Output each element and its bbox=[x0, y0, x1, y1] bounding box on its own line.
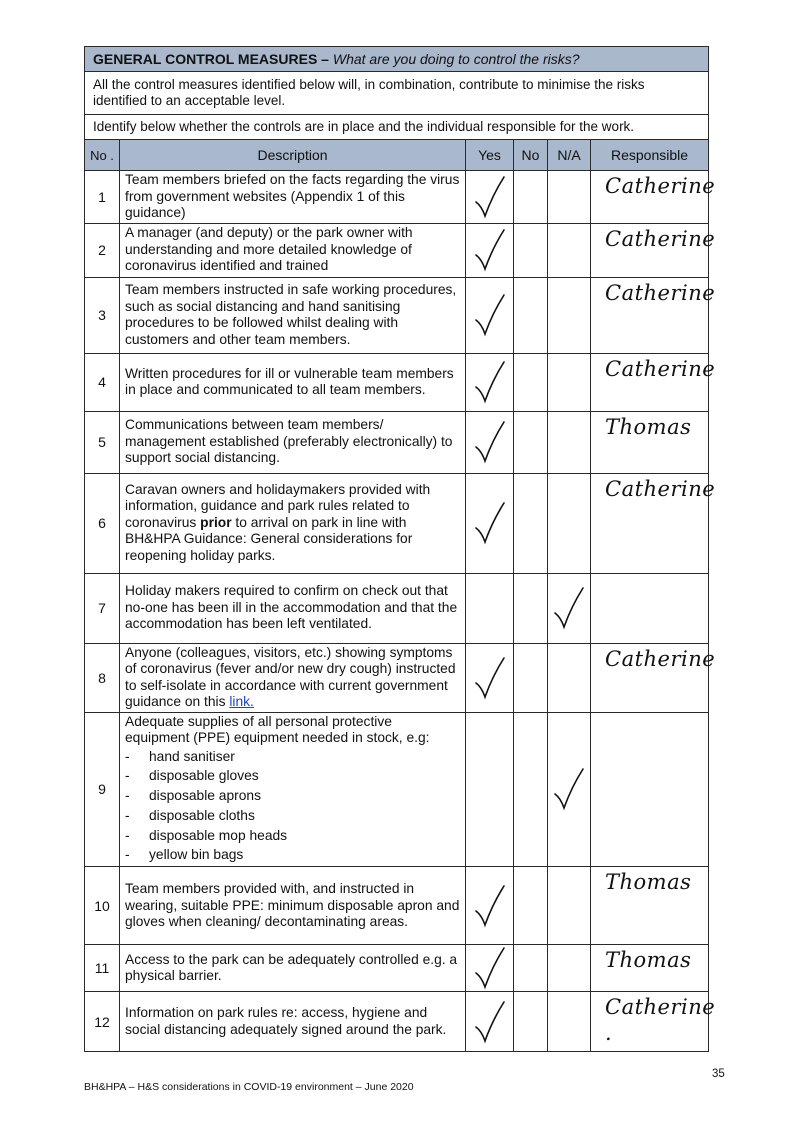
responsible-signature: Catherine bbox=[591, 643, 709, 712]
description-text: Written procedures for ill or vulnerable team members in place and communicated to all team members. bbox=[125, 365, 454, 397]
row-number: 12 bbox=[85, 992, 120, 1052]
col-na: N/A bbox=[548, 140, 591, 171]
row-number: 3 bbox=[85, 277, 120, 353]
no-cell bbox=[514, 867, 548, 945]
col-responsible: Responsible bbox=[591, 140, 709, 171]
list-item: - hand sanitiser bbox=[125, 748, 235, 764]
control-measures-page bbox=[84, 46, 716, 1052]
row-number: 6 bbox=[85, 473, 120, 573]
responsible-signature: Catherine bbox=[591, 223, 709, 277]
na-cell bbox=[548, 945, 591, 992]
na-cell bbox=[548, 867, 591, 945]
yes-cell bbox=[466, 643, 514, 712]
checkmark-icon bbox=[473, 945, 507, 991]
description-text: Anyone (colleagues, visitors, etc.) showing symptoms of coronavirus (fever and/or new dry cough) instructed to self-isolate in accordance with current government guidance on this bbox=[125, 644, 456, 709]
yes-cell bbox=[466, 411, 514, 473]
table-row bbox=[85, 473, 709, 573]
description-bold: prior bbox=[200, 514, 232, 530]
yes-cell bbox=[466, 223, 514, 277]
table-row bbox=[85, 171, 709, 224]
table-body bbox=[85, 171, 716, 1052]
responsible-signature: Catherine bbox=[591, 171, 709, 224]
row-description bbox=[120, 277, 466, 353]
no-cell bbox=[514, 411, 548, 473]
row-number: 10 bbox=[85, 867, 120, 945]
yes-cell bbox=[466, 945, 514, 992]
row-description bbox=[120, 171, 466, 224]
col-yes: Yes bbox=[466, 140, 514, 171]
instruction-text: Identify below whether the controls are in place and the individual responsible for the work. bbox=[85, 115, 709, 140]
responsible-signature: Thomas bbox=[591, 411, 709, 473]
row-description bbox=[120, 353, 466, 411]
no-cell bbox=[514, 712, 548, 867]
no-cell bbox=[514, 353, 548, 411]
footer-text: BH&HPA – H&S considerations in COVID-19 environment – June 2020 bbox=[84, 1081, 414, 1093]
no-cell bbox=[514, 171, 548, 224]
na-cell bbox=[548, 277, 591, 353]
row-number: 11 bbox=[85, 945, 120, 992]
description-text: Information on park rules re: access, hygiene and social distancing adequately signed around the park. bbox=[125, 1005, 447, 1037]
row-description bbox=[120, 945, 466, 992]
checkmark-icon bbox=[473, 174, 507, 220]
table-row bbox=[85, 277, 709, 353]
na-cell bbox=[548, 473, 591, 573]
na-cell bbox=[548, 171, 591, 224]
na-cell bbox=[548, 712, 591, 867]
no-cell bbox=[514, 992, 548, 1052]
checkmark-icon bbox=[473, 655, 507, 701]
responsible-signature: Catherine bbox=[591, 473, 709, 573]
page-number: 35 bbox=[712, 1068, 725, 1080]
yes-cell bbox=[466, 473, 514, 573]
row-number: 5 bbox=[85, 411, 120, 473]
checkmark-icon bbox=[473, 292, 507, 338]
row-number: 7 bbox=[85, 573, 120, 643]
description-text: Team members instructed in safe working procedures, such as social distancing and hand sanitising procedures to be followed whilst dealing with customers and other team members. bbox=[125, 282, 457, 347]
responsible-signature: Catherine bbox=[591, 353, 709, 411]
ppe-list bbox=[125, 747, 460, 866]
row-description bbox=[120, 573, 466, 643]
na-cell bbox=[548, 223, 591, 277]
yes-cell bbox=[466, 712, 514, 867]
na-cell bbox=[548, 411, 591, 473]
table-row bbox=[85, 945, 709, 992]
yes-cell bbox=[466, 992, 514, 1052]
section-header bbox=[85, 47, 709, 72]
na-cell bbox=[548, 353, 591, 411]
row-description bbox=[120, 643, 466, 712]
table-row bbox=[85, 223, 709, 277]
na-cell bbox=[548, 992, 591, 1052]
description-text: Team members briefed on the facts regarding the virus from government websites (Appendix 1 of this guidance) bbox=[125, 172, 460, 220]
responsible-signature: Catherine . bbox=[591, 992, 709, 1052]
checkmark-icon bbox=[473, 500, 507, 546]
no-cell bbox=[514, 643, 548, 712]
no-cell bbox=[514, 573, 548, 643]
description-text: A manager (and deputy) or the park owner with understanding and more detailed knowledge of coronavirus identified and trained bbox=[125, 225, 413, 274]
checkmark-icon bbox=[473, 419, 507, 465]
row-number: 2 bbox=[85, 223, 120, 277]
yes-cell bbox=[466, 573, 514, 643]
col-no-answer: No bbox=[514, 140, 548, 171]
table-row bbox=[85, 573, 709, 643]
description-text: Caravan owners and holidaymakers provided with information, guidance and park rules related to coronavirus bbox=[125, 481, 431, 530]
description-text: Holiday makers required to confirm on check out that no-one has been ill in the accommodation and that the accommodation has been left ventilated. bbox=[125, 583, 458, 632]
list-item: - disposable aprons bbox=[125, 788, 261, 804]
table-row bbox=[85, 992, 709, 1052]
description-text: Communications between team members/ management established (preferably electronically) to support social distancing. bbox=[125, 417, 453, 466]
col-description: Description bbox=[120, 140, 466, 171]
list-item: - disposable gloves bbox=[125, 768, 259, 784]
responsible-signature: Catherine bbox=[591, 277, 709, 353]
row-number: 4 bbox=[85, 353, 120, 411]
column-header-row bbox=[85, 140, 709, 171]
checkmark-icon bbox=[552, 585, 586, 631]
no-cell bbox=[514, 945, 548, 992]
table-row bbox=[85, 712, 709, 867]
responsible-signature: Thomas bbox=[591, 945, 709, 992]
row-number: 9 bbox=[85, 712, 120, 867]
no-cell bbox=[514, 223, 548, 277]
table-row bbox=[85, 643, 709, 712]
no-cell bbox=[514, 277, 548, 353]
yes-cell bbox=[466, 353, 514, 411]
checkmark-icon bbox=[552, 766, 586, 812]
checkmark-icon bbox=[473, 359, 507, 405]
responsible-signature bbox=[591, 573, 709, 643]
intro-text: All the control measures identified below will, in combination, contribute to minimise the risks identified to an acceptable level. bbox=[85, 72, 709, 115]
table-row bbox=[85, 353, 709, 411]
na-cell bbox=[548, 573, 591, 643]
row-description bbox=[120, 712, 466, 867]
table-row bbox=[85, 411, 709, 473]
section-subtitle: What are you doing to control the risks? bbox=[332, 51, 580, 67]
responsible-signature: Thomas bbox=[591, 867, 709, 945]
row-description bbox=[120, 223, 466, 277]
row-number: 1 bbox=[85, 171, 120, 224]
na-cell bbox=[548, 643, 591, 712]
responsible-signature bbox=[591, 712, 709, 867]
list-item: - disposable cloths bbox=[125, 807, 255, 823]
checkmark-icon bbox=[473, 999, 507, 1045]
checkmark-icon bbox=[473, 227, 507, 273]
section-title: GENERAL CONTROL MEASURES – bbox=[93, 51, 329, 67]
control-measures-table bbox=[84, 46, 716, 1052]
row-description bbox=[120, 992, 466, 1052]
yes-cell bbox=[466, 277, 514, 353]
row-description bbox=[120, 411, 466, 473]
description-text-post: to arrival on park in line with BH&HPA Guidance: General considerations for reopening holiday parks. bbox=[125, 514, 413, 563]
row-number: 8 bbox=[85, 643, 120, 712]
description-text: Team members provided with, and instructed in wearing, suitable PPE: minimum disposable apron and gloves when cleaning/ decontaminating areas. bbox=[125, 881, 460, 930]
yes-cell bbox=[466, 867, 514, 945]
row-description bbox=[120, 473, 466, 573]
no-cell bbox=[514, 473, 548, 573]
description-text: Access to the park can be adequately controlled e.g. a physical barrier. bbox=[125, 951, 458, 984]
col-no: No . bbox=[85, 140, 120, 171]
checkmark-icon bbox=[473, 883, 507, 929]
description-text: Adequate supplies of all personal protective equipment (PPE) equipment needed in stock, e.g: bbox=[125, 713, 430, 745]
list-item: - disposable mop heads bbox=[125, 827, 288, 843]
guidance-link[interactable]: link. bbox=[229, 694, 254, 709]
row-description bbox=[120, 867, 466, 945]
list-item: - yellow bin bags bbox=[125, 847, 244, 863]
table-row bbox=[85, 867, 709, 945]
yes-cell bbox=[466, 171, 514, 224]
